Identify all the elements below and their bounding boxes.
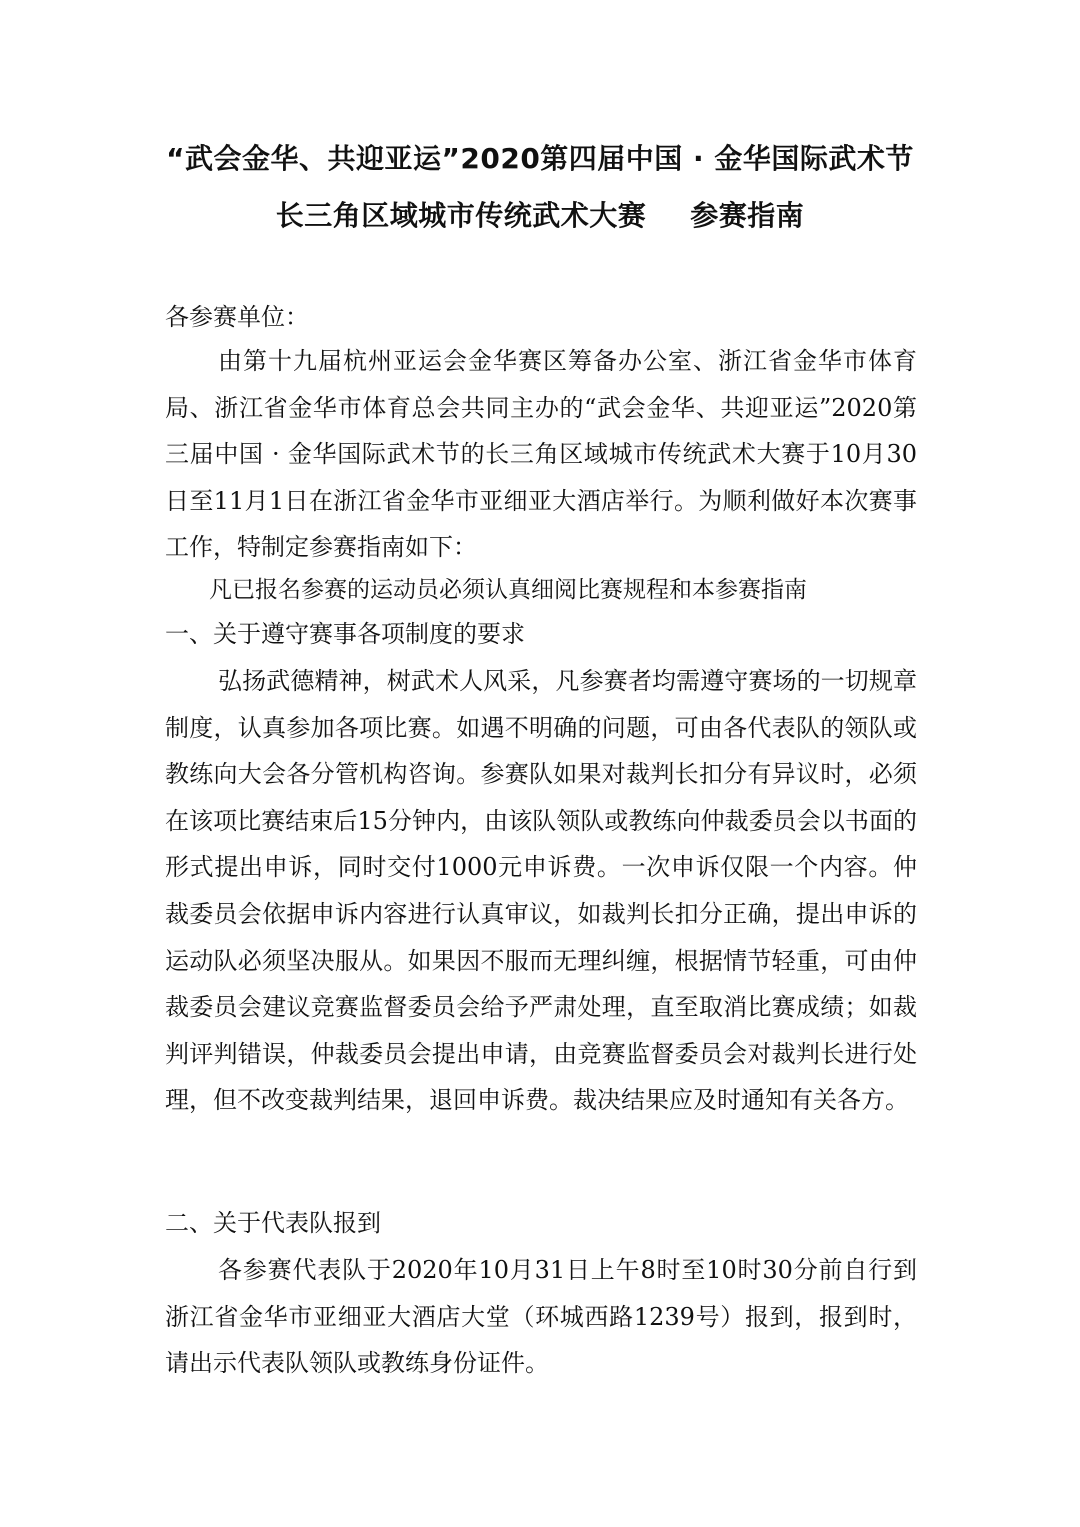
document-title-guide: 参赛指南 (690, 199, 805, 232)
section-1-paragraph: 弘扬武德精神，树武术人风采，凡参赛者均需遵守赛场的一切规章制度，认真参加各项比赛。如遇不明确的问题，可由各代表队的领队或教练向大会各分管机构咨询。参赛队如果对裁判长扣分有异议时，必须在该项比赛结束后15分钟内，由该队领队或教练向仲裁委员会以书面的形式提出申诉，同时交付1000元申诉费。一次申诉仅限一个内容。仲裁委员会依据申诉内容进行认真审议，如裁判长扣分正确，提出申诉的运动队必须坚决服从。如果因不服而无理纠缠，根据情节轻重，可由仲裁委员会建议竞赛监督委员会给予严肃处理，直至取消比赛成绩；如裁判评判错误，仲裁委员会提出申请，由竞赛监督委员会对裁判长进行处理，但不改变裁判结果，退回申诉费。裁决结果应及时通知有关各方。 (165, 667, 917, 1115)
intro-paragraph: 由第十九届杭州亚运会金华赛区筹备办公室、浙江省金华市体育局、浙江省金华市体育总会共同主办的“武会金华、共迎亚运”2020第三届中国 · 金华国际武术节的长三角区域城市传统武术大赛于10月30日至11月1日在浙江省金华市亚细亚大酒店举行。为顺利做好本次赛事工作，特制定参赛指南如下： (165, 347, 917, 562)
notice-line: 凡已报名参赛的运动员必须认真细阅比赛规程和本参赛指南 (209, 577, 807, 603)
section-2-paragraph: 各参赛代表队于2020年10月31日上午8时至10时30分前自行到浙江省金华市亚细亚大酒店大堂（环城西路1239号）报到，报到时，请出示代表队领队或教练身份证件。 (165, 1256, 917, 1378)
document-title-line-2 (0, 196, 1080, 236)
section-2-heading: 二、关于代表队报到 (165, 1209, 381, 1237)
document-title-event: 长三角区域城市传统武术大赛 (275, 199, 647, 232)
section-1-heading: 一、关于遵守赛事各项制度的要求 (165, 620, 525, 648)
document-title-line-1: “武会金华、共迎亚运”2020第四届中国 · 金华国际武术节 (166, 142, 914, 175)
salutation: 各参赛单位： (165, 303, 309, 331)
